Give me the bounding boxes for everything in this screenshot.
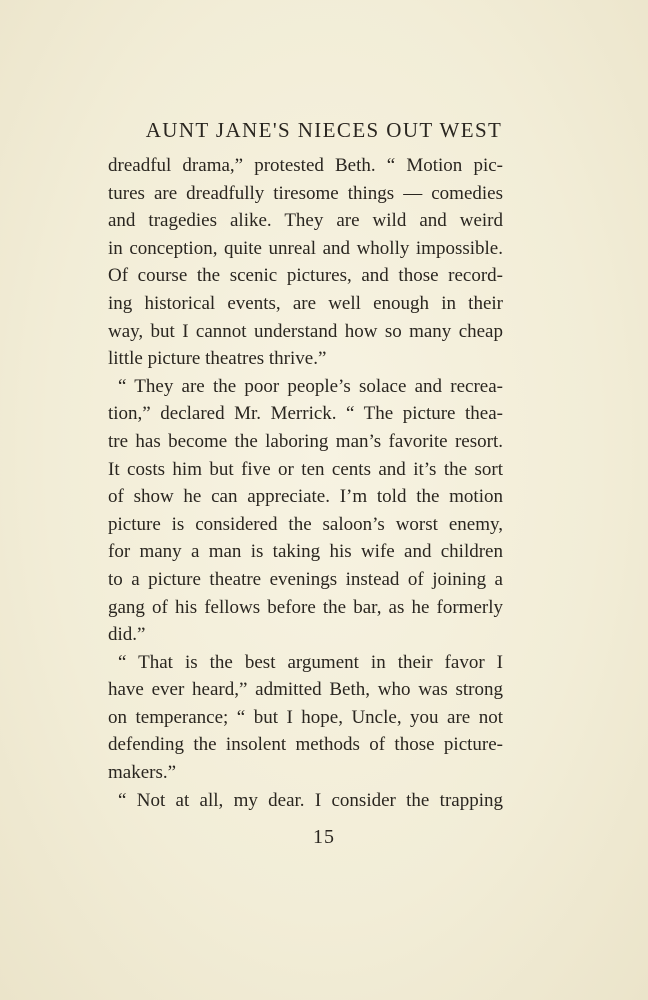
text-line: It costs him but five or ten cents and it’s the sort [108, 458, 503, 480]
text-line: dreadful drama,” protested Beth. “ Motion pic- [108, 155, 503, 176]
text-line: defending the insolent methods of those picture- [108, 734, 503, 756]
page-number: 15 [313, 826, 335, 848]
text-line: tion,” declared Mr. Merrick. “ The picture thea- [108, 403, 503, 425]
text-line: tures are dreadfully tiresome things — comedies [108, 182, 503, 204]
text-line: ing historical events, are well enough in their [108, 292, 503, 314]
running-head: AUNT JANE'S NIECES OUT WEST [145, 118, 503, 142]
text-line: did.” [108, 624, 146, 646]
text-line: little picture theatres thrive.” [108, 348, 327, 370]
text-line: way, but I cannot understand how so many cheap [108, 320, 503, 342]
text-line: Of course the scenic pictures, and those record- [108, 265, 503, 287]
text-line: to a picture theatre evenings instead of joining a [108, 568, 503, 590]
text-line: on temperance; “ but I hope, Uncle, you are not [108, 706, 503, 728]
text-line: of show he can appreciate. I’m told the motion [108, 486, 503, 508]
text-line: picture is considered the saloon’s worst enemy, [108, 513, 503, 535]
text-line: for many a man is taking his wife and children [108, 541, 503, 563]
text-line: “ They are the poor people’s solace and recrea- [118, 375, 503, 397]
text-line: makers.” [108, 762, 177, 784]
text-line: “ That is the best argument in their favor I [118, 651, 503, 673]
text-line: “ Not at all, my dear. I consider the trapping [118, 789, 503, 811]
text-line: in conception, quite unreal and wholly impossible. [108, 237, 503, 259]
body-text [108, 152, 503, 814]
text-line: tre has become the laboring man’s favorite resort. [108, 430, 503, 452]
text-line: have ever heard,” admitted Beth, who was strong [108, 679, 503, 701]
text-line: gang of his fellows before the bar, as he formerly [108, 596, 503, 618]
text-line: and tragedies alike. They are wild and weird [108, 210, 503, 232]
